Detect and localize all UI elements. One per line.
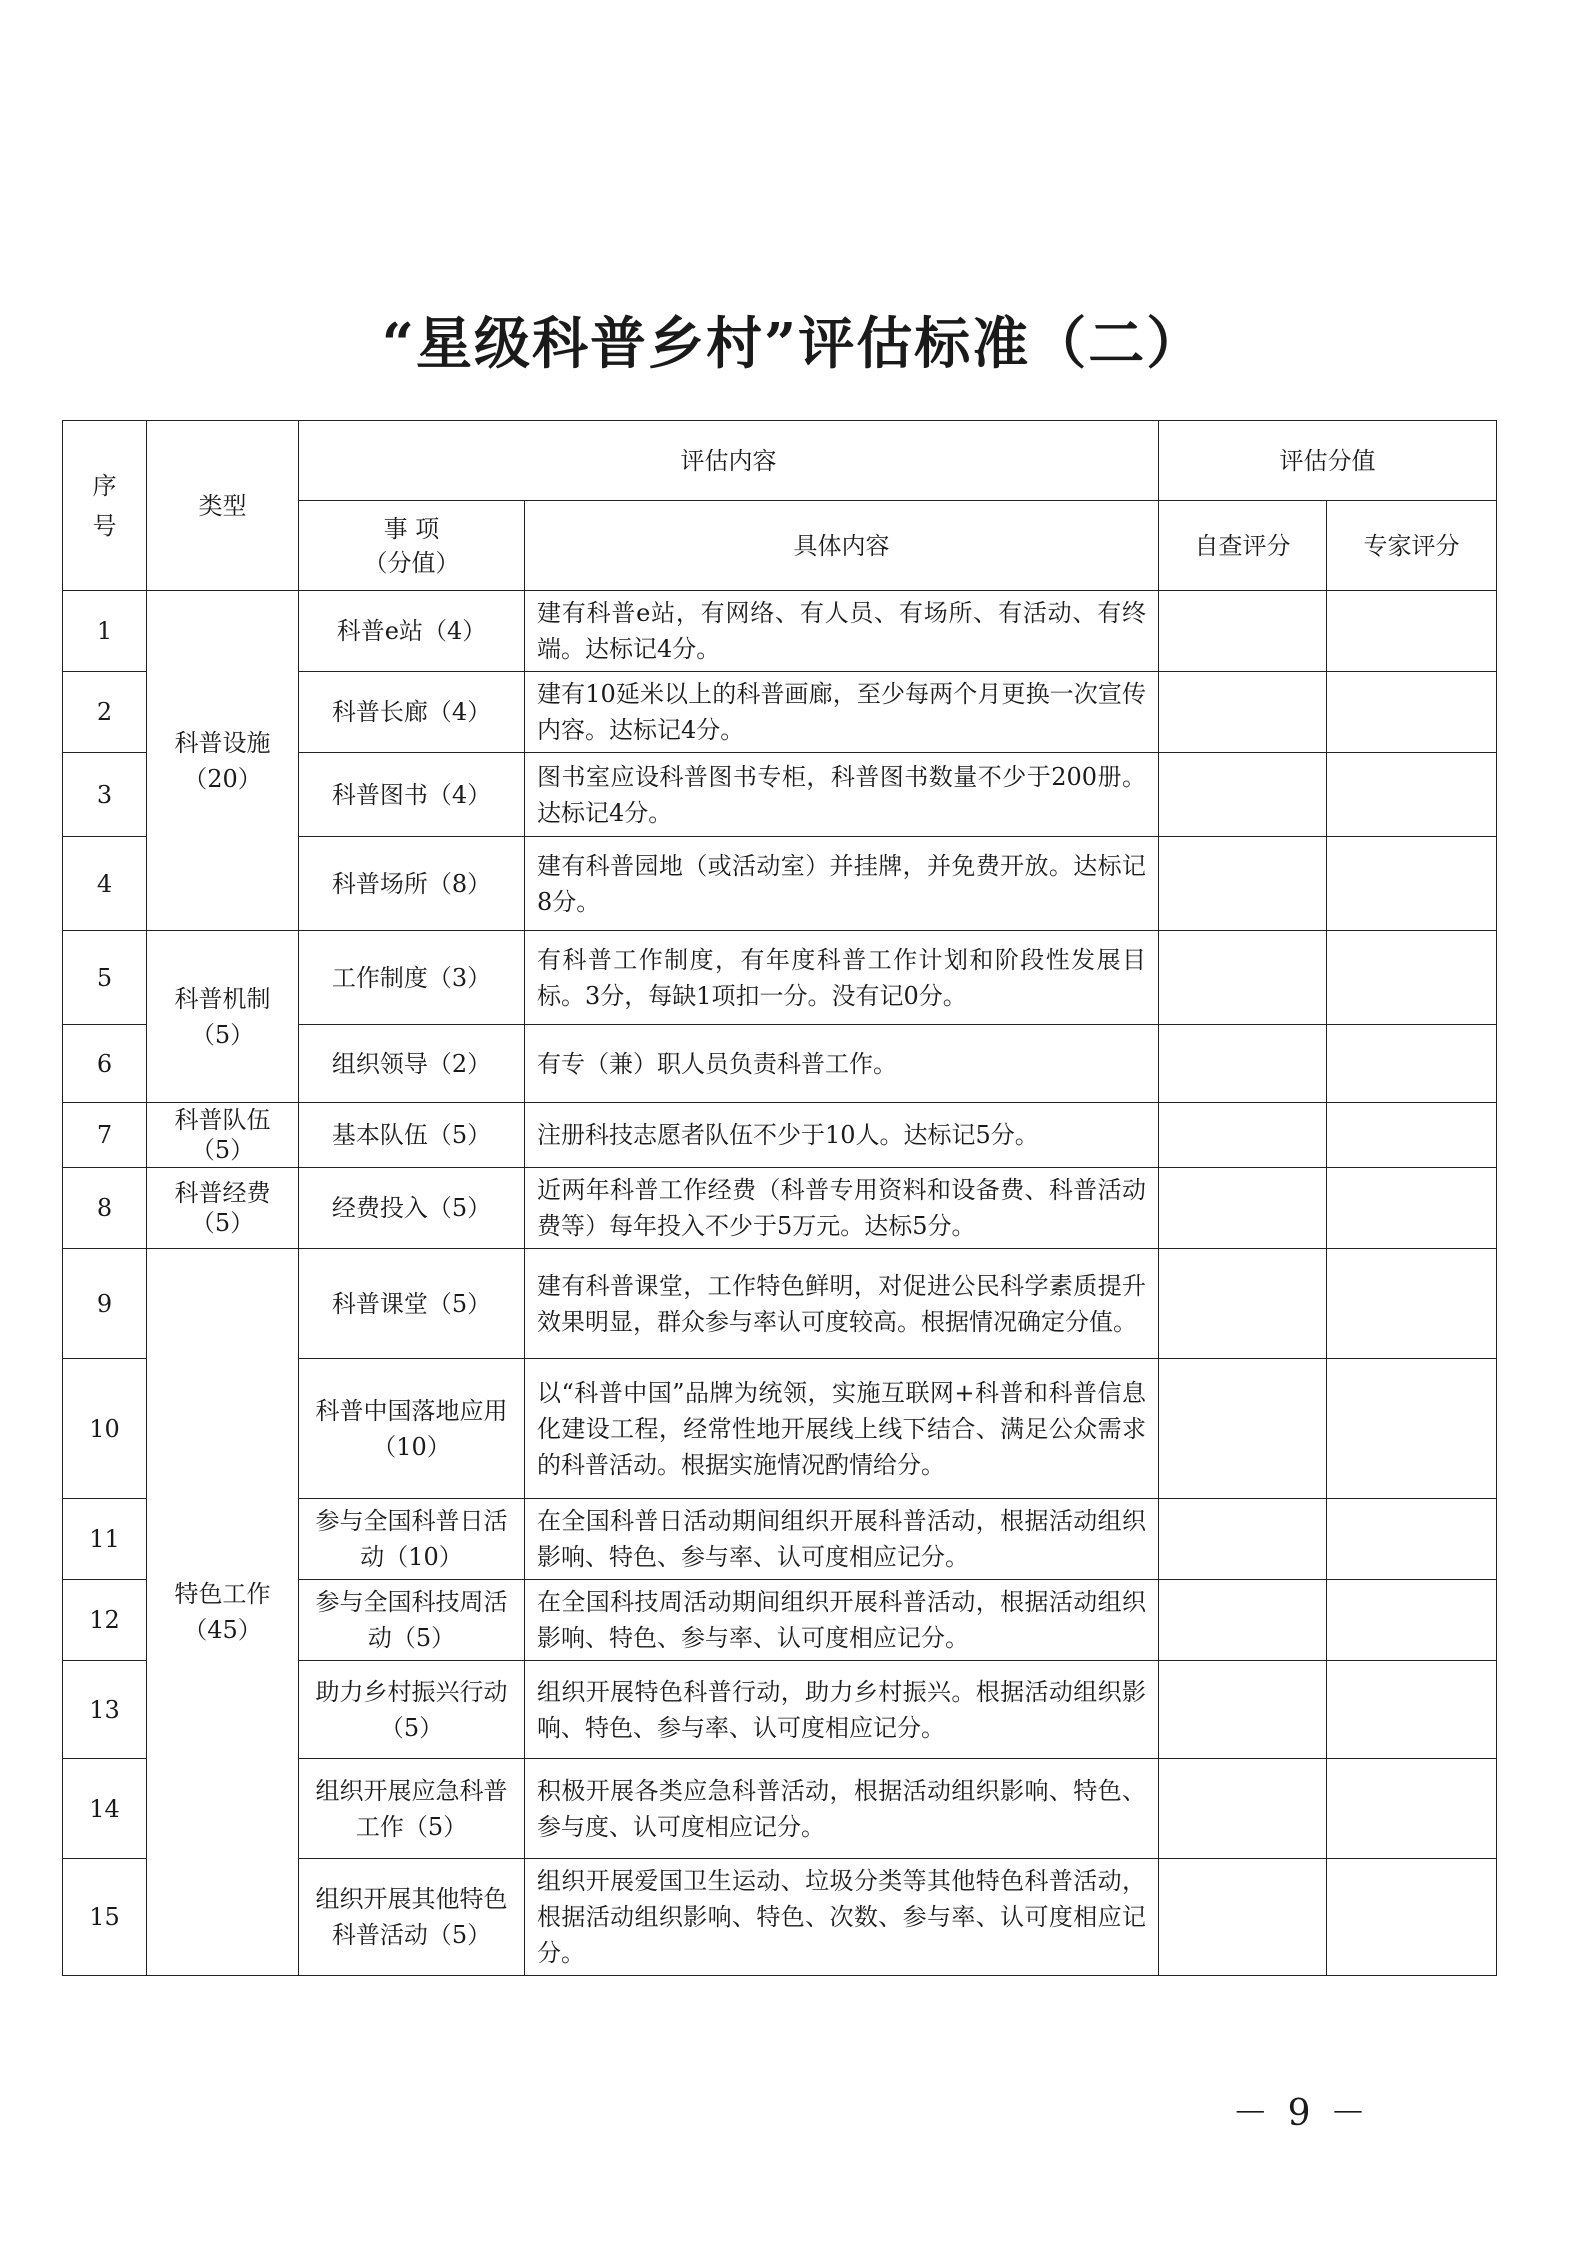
table-row bbox=[63, 1249, 1497, 1359]
item-cell: 科普场所（8） bbox=[299, 837, 525, 931]
expert-score-cell[interactable] bbox=[1327, 591, 1497, 672]
category-cell bbox=[147, 591, 299, 931]
row-number: 5 bbox=[63, 931, 147, 1025]
self-score-cell[interactable] bbox=[1159, 1249, 1327, 1359]
self-score-cell[interactable] bbox=[1159, 1759, 1327, 1859]
category-cell bbox=[147, 931, 299, 1103]
self-score-cell[interactable] bbox=[1159, 1168, 1327, 1249]
detail-cell: 图书室应设科普图书专柜，科普图书数量不少于200册。达标记4分。 bbox=[525, 753, 1159, 837]
header-eval-score: 评估分值 bbox=[1159, 421, 1497, 501]
self-score-cell[interactable] bbox=[1159, 837, 1327, 931]
header-item-label: 事 项 bbox=[383, 514, 440, 543]
detail-cell: 组织开展爱国卫生运动、垃圾分类等其他特色科普活动，根据活动组织影响、特色、次数、参与率、认可度相应记分。 bbox=[525, 1859, 1159, 1976]
row-number: 11 bbox=[63, 1499, 147, 1580]
header-detail: 具体内容 bbox=[525, 501, 1159, 591]
item-cell: 基本队伍（5） bbox=[299, 1103, 525, 1168]
item-cell: 科普图书（4） bbox=[299, 753, 525, 837]
detail-cell: 建有科普园地（或活动室）并挂牌，并免费开放。达标记8分。 bbox=[525, 837, 1159, 931]
self-score-cell[interactable] bbox=[1159, 1499, 1327, 1580]
header-eval-content: 评估内容 bbox=[299, 421, 1159, 501]
expert-score-cell[interactable] bbox=[1327, 1168, 1497, 1249]
evaluation-table bbox=[62, 420, 1497, 1976]
category-score: （5） bbox=[190, 1020, 255, 1049]
category-score: （5） bbox=[190, 1136, 255, 1164]
category-score: （20） bbox=[183, 764, 262, 793]
self-score-cell[interactable] bbox=[1159, 1103, 1327, 1168]
table-row bbox=[63, 1168, 1497, 1249]
row-number: 13 bbox=[63, 1661, 147, 1759]
detail-cell: 积极开展各类应急科普活动，根据活动组织影响、特色、参与度、认可度相应记分。 bbox=[525, 1759, 1159, 1859]
header-expert-score: 专家评分 bbox=[1327, 501, 1497, 591]
item-cell: 参与全国科技周活动（5） bbox=[299, 1580, 525, 1661]
category-score: （45） bbox=[183, 1616, 262, 1644]
page-number: － 9 － bbox=[1232, 2093, 1370, 2134]
detail-cell: 建有科普课堂，工作特色鲜明，对促进公民科学素质提升效果明显，群众参与率认可度较高。根据情况确定分值。 bbox=[525, 1249, 1159, 1359]
table-row bbox=[63, 931, 1497, 1025]
expert-score-cell[interactable] bbox=[1327, 837, 1497, 931]
item-cell: 科普课堂（5） bbox=[299, 1249, 525, 1359]
table-row bbox=[63, 591, 1497, 672]
item-cell: 组织开展应急科普工作（5） bbox=[299, 1759, 525, 1859]
category-cell bbox=[147, 1103, 299, 1168]
expert-score-cell[interactable] bbox=[1327, 1103, 1497, 1168]
self-score-cell[interactable] bbox=[1159, 1661, 1327, 1759]
self-score-cell[interactable] bbox=[1159, 591, 1327, 672]
row-number: 4 bbox=[63, 837, 147, 931]
page-title: “星级科普乡村”评估标准（二） bbox=[381, 311, 1205, 377]
header-self-score: 自查评分 bbox=[1159, 501, 1327, 591]
self-score-cell[interactable] bbox=[1159, 1580, 1327, 1661]
detail-cell: 组织开展特色科普行动，助力乡村振兴。根据活动组织影响、特色、参与率、认可度相应记分。 bbox=[525, 1661, 1159, 1759]
item-cell: 组织领导（2） bbox=[299, 1025, 525, 1103]
category-name: 科普队伍 bbox=[174, 1106, 271, 1134]
table-row bbox=[63, 1103, 1497, 1168]
row-number: 7 bbox=[63, 1103, 147, 1168]
category-name: 科普经费 bbox=[174, 1179, 271, 1207]
row-number: 14 bbox=[63, 1759, 147, 1859]
self-score-cell[interactable] bbox=[1159, 672, 1327, 753]
category-cell bbox=[147, 1249, 299, 1976]
detail-cell: 建有10延米以上的科普画廊，至少每两个月更换一次宣传内容。达标记4分。 bbox=[525, 672, 1159, 753]
item-cell: 助力乡村振兴行动（5） bbox=[299, 1661, 525, 1759]
expert-score-cell[interactable] bbox=[1327, 1661, 1497, 1759]
self-score-cell[interactable] bbox=[1159, 1359, 1327, 1499]
row-number: 6 bbox=[63, 1025, 147, 1103]
expert-score-cell[interactable] bbox=[1327, 1580, 1497, 1661]
detail-cell: 在全国科普日活动期间组织开展科普活动，根据活动组织影响、特色、参与率、认可度相应记分。 bbox=[525, 1499, 1159, 1580]
expert-score-cell[interactable] bbox=[1327, 1859, 1497, 1976]
detail-cell: 在全国科技周活动期间组织开展科普活动，根据活动组织影响、特色、参与率、认可度相应记分。 bbox=[525, 1580, 1159, 1661]
item-cell: 科普e站（4） bbox=[299, 591, 525, 672]
self-score-cell[interactable] bbox=[1159, 753, 1327, 837]
detail-cell: 有专（兼）职人员负责科普工作。 bbox=[525, 1025, 1159, 1103]
item-cell: 工作制度（3） bbox=[299, 931, 525, 1025]
row-number: 8 bbox=[63, 1168, 147, 1249]
detail-cell: 有科普工作制度，有年度科普工作计划和阶段性发展目标。3分，每缺1项扣一分。没有记0分。 bbox=[525, 931, 1159, 1025]
expert-score-cell[interactable] bbox=[1327, 1759, 1497, 1859]
expert-score-cell[interactable] bbox=[1327, 1359, 1497, 1499]
header-item-sub: （分值） bbox=[363, 548, 460, 577]
detail-cell: 以“科普中国”品牌为统领，实施互联网+科普和科普信息化建设工程，经常性地开展线上线下结合、满足公众需求的科普活动。根据实施情况酌情给分。 bbox=[525, 1359, 1159, 1499]
detail-cell: 建有科普e站，有网络、有人员、有场所、有活动、有终端。达标记4分。 bbox=[525, 591, 1159, 672]
category-name: 科普设施 bbox=[174, 728, 271, 757]
row-number: 10 bbox=[63, 1359, 147, 1499]
item-cell: 科普长廊（4） bbox=[299, 672, 525, 753]
item-cell: 参与全国科普日活动（10） bbox=[299, 1499, 525, 1580]
detail-cell: 注册科技志愿者队伍不少于10人。达标记5分。 bbox=[525, 1103, 1159, 1168]
expert-score-cell[interactable] bbox=[1327, 1249, 1497, 1359]
row-number: 2 bbox=[63, 672, 147, 753]
row-number: 1 bbox=[63, 591, 147, 672]
detail-cell: 近两年科普工作经费（科普专用资料和设备费、科普活动费等）每年投入不少于5万元。达标5分。 bbox=[525, 1168, 1159, 1249]
expert-score-cell[interactable] bbox=[1327, 1499, 1497, 1580]
category-score: （5） bbox=[190, 1209, 255, 1237]
item-cell: 经费投入（5） bbox=[299, 1168, 525, 1249]
category-name: 特色工作 bbox=[174, 1580, 271, 1608]
row-number: 9 bbox=[63, 1249, 147, 1359]
header-seq: 序号 bbox=[63, 421, 147, 591]
header-item bbox=[299, 501, 525, 591]
item-cell: 科普中国落地应用（10） bbox=[299, 1359, 525, 1499]
expert-score-cell[interactable] bbox=[1327, 672, 1497, 753]
header-type: 类型 bbox=[147, 421, 299, 591]
row-number: 12 bbox=[63, 1580, 147, 1661]
category-name: 科普机制 bbox=[174, 984, 271, 1013]
expert-score-cell[interactable] bbox=[1327, 753, 1497, 837]
row-number: 15 bbox=[63, 1859, 147, 1976]
self-score-cell[interactable] bbox=[1159, 1859, 1327, 1976]
row-number: 3 bbox=[63, 753, 147, 837]
self-score-cell[interactable] bbox=[1159, 1025, 1327, 1103]
item-cell: 组织开展其他特色科普活动（5） bbox=[299, 1859, 525, 1976]
self-score-cell[interactable] bbox=[1159, 931, 1327, 1025]
category-cell bbox=[147, 1168, 299, 1249]
expert-score-cell[interactable] bbox=[1327, 1025, 1497, 1103]
expert-score-cell[interactable] bbox=[1327, 931, 1497, 1025]
